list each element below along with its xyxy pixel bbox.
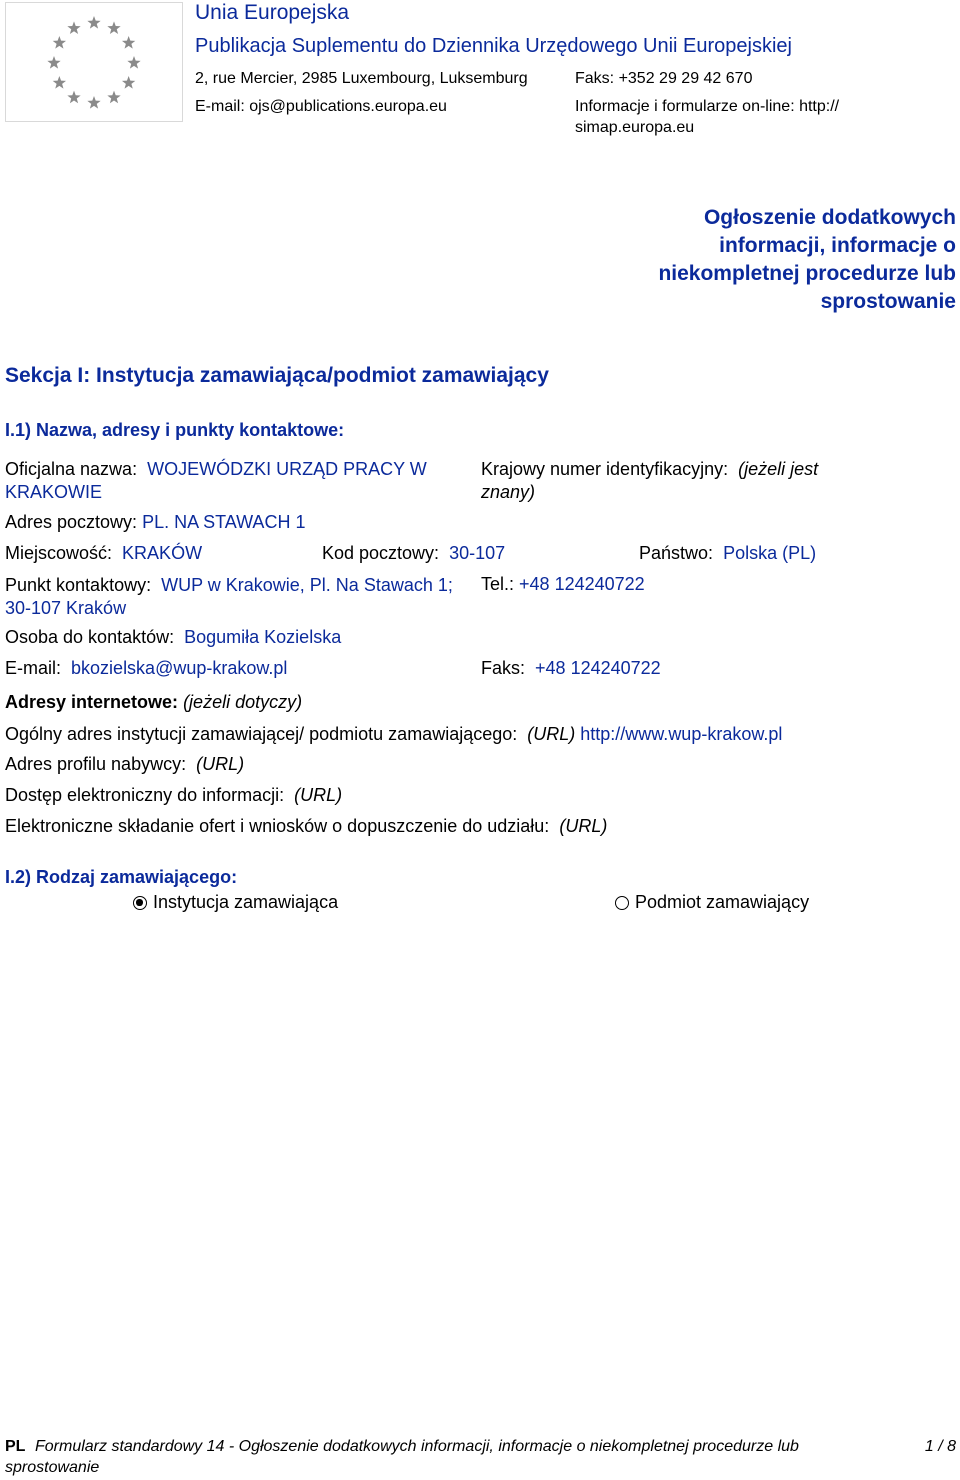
national-id-note: (jeżeli jest znany) <box>481 459 819 502</box>
fax-field <box>481 658 661 679</box>
email-label: E-mail: <box>5 658 62 678</box>
postcode-value: 30-107 <box>449 543 506 563</box>
eu-logo <box>5 2 183 122</box>
star-icon <box>47 56 60 69</box>
contact-person-value: Bogumiła Kozielska <box>184 627 342 647</box>
tel-value: +48 124240722 <box>519 574 645 594</box>
tel-field <box>481 574 645 595</box>
star-icon <box>53 76 66 89</box>
email-value[interactable]: bkozielska@wup-krakow.pl <box>71 658 288 678</box>
city-field <box>5 543 202 564</box>
fax-value: +48 124240722 <box>535 658 661 678</box>
footer-lang: PL <box>5 1438 26 1455</box>
contact-person-label: Osoba do kontaktów: <box>5 627 175 647</box>
electronic-access-field <box>5 785 342 806</box>
electronic-submission-url-tag: (URL) <box>559 816 608 836</box>
contact-point-value: WUP w Krakowie, Pl. Na Stawach 1; 30-107 Kraków <box>5 575 453 618</box>
option-contracting-entity-label: Podmiot zamawiający <box>635 892 810 912</box>
electronic-submission-label: Elektroniczne składanie ofert i wniosków o dopuszczenie do udziału: <box>5 816 550 836</box>
official-name-field <box>5 458 465 504</box>
internet-addresses-heading <box>5 692 302 713</box>
star-icon <box>122 76 135 89</box>
footer-form-line2: sprostowanie <box>5 1459 100 1476</box>
internet-addresses-label: Adresy internetowe: <box>5 692 179 712</box>
subsection-1-title: I.1) Nazwa, adresy i punkty kontaktowe: <box>5 420 345 440</box>
star-icon <box>122 36 135 49</box>
header-address: 2, rue Mercier, 2985 Luxembourg, Luksemburg <box>195 70 528 87</box>
header-publication: Publikacja Suplementu do Dziennika Urzędowego Unii Europejskiej <box>195 35 792 57</box>
radio-unselected-icon[interactable] <box>615 896 629 910</box>
buyer-profile-label: Adres profilu nabywcy: <box>5 754 187 774</box>
header-org: Unia Europejska <box>195 1 350 24</box>
header-email: E-mail: ojs@publications.europa.eu <box>195 98 447 115</box>
national-id-field <box>481 458 861 504</box>
option-contracting-authority-label: Instytucja zamawiająca <box>153 892 339 912</box>
radio-selected-icon[interactable] <box>133 896 147 910</box>
general-address-label: Ogólny adres instytucji zamawiającej/ podmiotu zamawiającego: <box>5 724 518 744</box>
buyer-profile-field <box>5 754 244 775</box>
contact-point-field <box>5 574 470 620</box>
electronic-submission-field <box>5 816 607 837</box>
official-name-label: Oficjalna nazwa: <box>5 459 138 479</box>
eu-flag-stars-icon <box>6 3 182 121</box>
internet-addresses-note: (jeżeli dotyczy) <box>183 692 303 712</box>
footer-form-line1: Formularz standardowy 14 - Ogłoszenie dodatkowych informacji, informacje o niekompletnej procedurze lub <box>35 1438 799 1455</box>
official-name-value: WOJEWÓDZKI URZĄD PRACY W KRAKOWIE <box>5 459 427 502</box>
section-title: Sekcja I: Instytucja zamawiająca/podmiot zamawiający <box>5 364 549 387</box>
general-address-url-tag: (URL) <box>527 724 576 744</box>
general-address-link[interactable]: http://www.wup-krakow.pl <box>580 724 783 744</box>
header-fax: Faks: +352 29 29 42 670 <box>575 70 753 87</box>
country-field <box>639 543 816 564</box>
national-id-label: Krajowy numer identyfikacyjny: <box>481 459 729 479</box>
option-contracting-authority[interactable] <box>133 892 338 913</box>
header-info-line2: simap.europa.eu <box>575 119 695 136</box>
postcode-label: Kod pocztowy: <box>322 543 440 563</box>
star-icon <box>107 91 120 104</box>
fax-label: Faks: <box>481 658 526 678</box>
postal-address-label: Adres pocztowy: <box>5 512 138 532</box>
email-field <box>5 658 287 679</box>
buyer-profile-url-tag: (URL) <box>196 754 245 774</box>
tel-label: Tel.: <box>481 574 515 594</box>
contact-person-field <box>5 627 341 648</box>
star-icon <box>87 16 100 29</box>
electronic-access-label: Dostęp elektroniczny do informacji: <box>5 785 285 805</box>
postal-address-field <box>5 512 305 533</box>
postal-address-value: PL. NA STAWACH 1 <box>142 512 306 532</box>
star-icon <box>67 91 80 104</box>
general-address-field <box>5 724 782 745</box>
postcode-field <box>322 543 505 564</box>
electronic-access-url-tag: (URL) <box>294 785 343 805</box>
country-label: Państwo: <box>639 543 714 563</box>
footer-page: 1 / 8 <box>924 1438 956 1455</box>
notice-title: Ogłoszenie dodatkowych informacji, informacje o niekompletnej procedurze lub sprostowanie <box>658 206 956 313</box>
star-icon <box>127 56 140 69</box>
country-value: Polska (PL) <box>723 543 817 563</box>
contact-point-label: Punkt kontaktowy: <box>5 575 152 595</box>
star-icon <box>67 21 80 34</box>
star-icon <box>107 21 120 34</box>
header-info-line1: Informacje i formularze on-line: http:// <box>575 98 840 115</box>
subsection-2-title: I.2) Rodzaj zamawiającego: <box>5 867 238 887</box>
option-contracting-entity[interactable] <box>615 892 809 913</box>
city-label: Miejscowość: <box>5 543 113 563</box>
city-value: KRAKÓW <box>122 543 203 563</box>
star-icon <box>87 96 100 109</box>
star-icon <box>53 36 66 49</box>
